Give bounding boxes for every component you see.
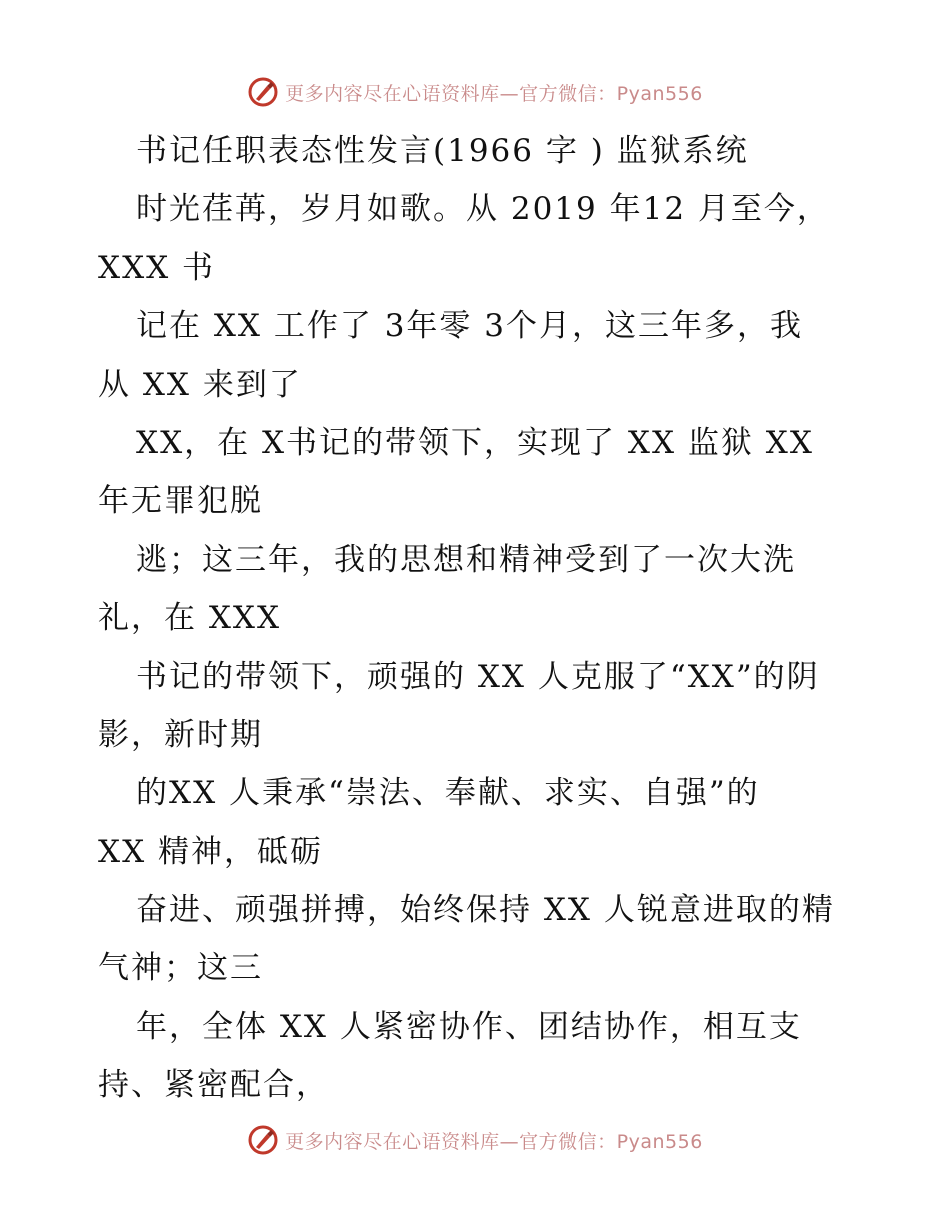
pen-circle-logo-icon <box>247 76 279 108</box>
paragraph-line: 逃；这三年，我的思想和精神受到了一次大洗 <box>136 541 796 578</box>
paragraph-line: XXX 书 <box>98 249 216 286</box>
footer-banner-text: 更多内容尽在心语资料库—官方微信：Pyan556 <box>285 1130 703 1153</box>
document-title: 书记任职表态性发言(1966 字 ) 监狱系统 <box>136 133 749 169</box>
paragraph-line: 气神；这三 <box>98 950 263 987</box>
header-banner-text: 更多内容尽在心语资料库—官方微信：Pyan556 <box>285 82 703 105</box>
paragraph-line: 礼，在 XXX <box>98 600 282 637</box>
paragraph-line: XX，在 X书记的带领下，实现了 XX 监狱 XX <box>136 424 814 461</box>
paragraph-line: XX 精神，砥砺 <box>98 833 323 870</box>
paragraph-line: 从 XX 来到了 <box>98 366 302 403</box>
paragraph-line: 持、紧密配合， <box>98 1067 329 1104</box>
document-body <box>98 122 898 1115</box>
paragraph-line: 的XX 人秉承“崇法、奉献、求实、自强”的 <box>136 775 760 812</box>
header-banner <box>0 72 950 112</box>
paragraph-line: 书记的带领下，顽强的 XX 人克服了“XX”的阴 <box>136 658 820 695</box>
footer-banner <box>0 1120 950 1160</box>
paragraph-line: 年无罪犯脱 <box>98 483 263 520</box>
paragraph-line: 时光荏苒，岁月如歌。从 2019 年12 月至今， <box>136 191 830 228</box>
pen-circle-logo-icon <box>247 1124 279 1156</box>
paragraph-line: 影，新时期 <box>98 716 263 753</box>
paragraph-line: 年，全体 XX 人紧密协作、团结协作，相互支 <box>136 1008 802 1045</box>
paragraph-line: 记在 XX 工作了 3年零 3个月，这三年多，我 <box>136 308 803 345</box>
paragraph-line: 奋进、顽强拼搏，始终保持 XX 人锐意进取的精 <box>136 892 835 929</box>
